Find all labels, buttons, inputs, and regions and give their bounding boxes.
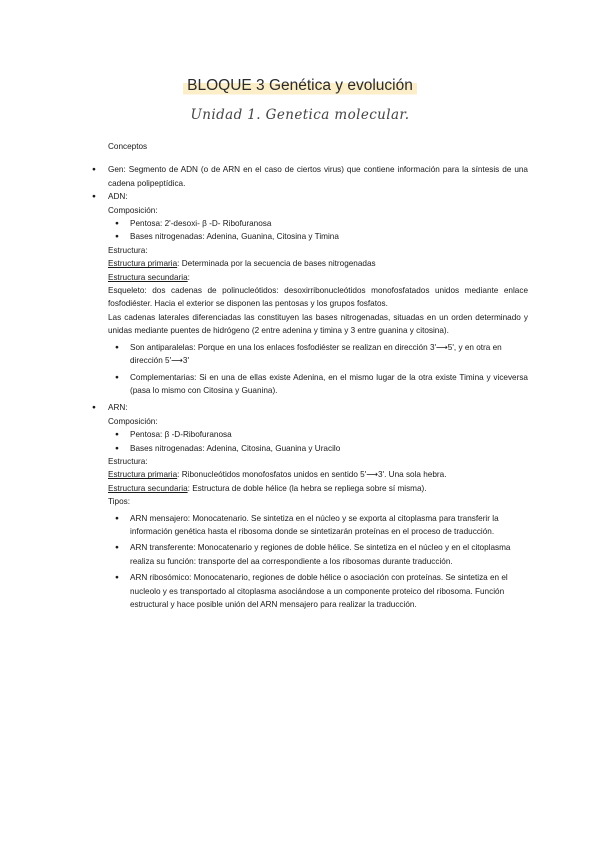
definition-gen: ● Gen: Segmento de ADN (o de ARN en el caso de ciertos virus) que contiene información para la síntesis de una cadena polipeptídica. (92, 163, 528, 190)
adn-primary-label: Estructura primaria (108, 259, 178, 269)
arn-transfer-item: ● ARN transferente: Monocatenario y regiones de doble hélice. Se sintetiza en el núcleo y en el citoplasma realiza su función: transporte del aa correspondiente a los ribosomas durante traducción. (92, 541, 528, 568)
page-title: BLOQUE 3 Genética y evolución (183, 76, 417, 96)
adn-primary-structure (92, 257, 528, 270)
arn-messenger-item: ● ARN mensajero: Monocatenario. Se sintetiza en el núcleo y se exporta al citoplasma para transferir la información genética hasta el ribosoma donde se sintetizarán proteínas en el proceso de traducción. (92, 512, 528, 539)
adn-secondary-label: Estructura secundaria (108, 272, 188, 282)
adn-structure-label: Estructura: (108, 245, 148, 255)
document-body (92, 140, 528, 611)
unit-title: Unidad 1. Genetica molecular. (190, 107, 410, 123)
adn-pentosa-item: ● Pentosa: 2'-desoxi- β -D- Ribofuranosa (92, 217, 528, 230)
page-title-wrapper (0, 76, 600, 96)
adn-complementary-item: ● Complementarias: Si en una de ellas existe Adenina, en el mismo lugar de la otra existe Timina y viceversa (pasa lo mismo con Citosina y Guanina). (92, 371, 528, 398)
arn-ribosomal-item: ● ARN ribosómico: Monocatenario, regiones de doble hélice o asociación con proteínas. Se sintetiza en el nucleolo y es transportado al citoplasma asociándose a un componente proteico del ribosoma. Función estructural y hace posible unión del ARN mensajero para realizar la traducción. (92, 571, 528, 611)
adn-secondary-colon: : (187, 272, 190, 282)
adn-primary-text: : Determinada por la secuencia de bases nitrogenadas (177, 259, 376, 269)
arn-heading: ● ARN: (92, 401, 528, 414)
arn-primary-label: Estructura primaria (108, 470, 178, 480)
adn-backbone-text: Esqueleto: dos cadenas de polinucleótidos: desoxirribonucleótidos monofosfatados unidos mediante enlace fosfodiéster. Hacia el exterior se disponen las pentosas y los grupos fosfatos. (108, 286, 528, 309)
adn-side-chains-text: Las cadenas laterales diferenciadas las constituyen las bases nitrogenadas, situadas en un orden determinado y unidas mediante puentes de hidrógeno (2 entre adenina y timina y 3 entre guanina y citosina). (108, 312, 528, 336)
arn-primary-structure (92, 468, 528, 481)
arn-secondary-structure (92, 482, 528, 495)
adn-composition-label: Composición: (108, 205, 158, 215)
arn-bases-item: ● Bases nitrogenadas: Adenina, Citosina, Guanina y Uracilo (92, 442, 528, 455)
section-heading: Conceptos (108, 142, 148, 151)
arn-secondary-text: : Estructura de doble hélice (la hebra se repliega sobre sí misma). (187, 483, 427, 493)
arn-composition-label: Composición: (108, 416, 158, 426)
arn-pentosa-item: ● Pentosa: β -D-Ribofuranosa (92, 428, 528, 441)
arn-primary-text: : Ribonucleótidos monofosfatos unidos en sentido 5'⟶3'. Una sola hebra. (177, 470, 447, 480)
adn-bases-item: ● Bases nitrogenadas: Adenina, Guanina, Citosina y Timina (92, 230, 528, 243)
adn-antiparallel-item: ● Son antiparalelas: Porque en una los enlaces fosfodiéster se realizan en dirección 3'⟶5', y en otra en dirección 5'⟶3' (92, 341, 528, 368)
arn-structure-label: Estructura: (108, 456, 148, 466)
adn-heading: ● ADN: (92, 190, 528, 203)
adn-secondary-structure (92, 271, 528, 284)
arn-secondary-label: Estructura secundaria (108, 483, 188, 493)
arn-types-label: Tipos: (108, 497, 130, 507)
